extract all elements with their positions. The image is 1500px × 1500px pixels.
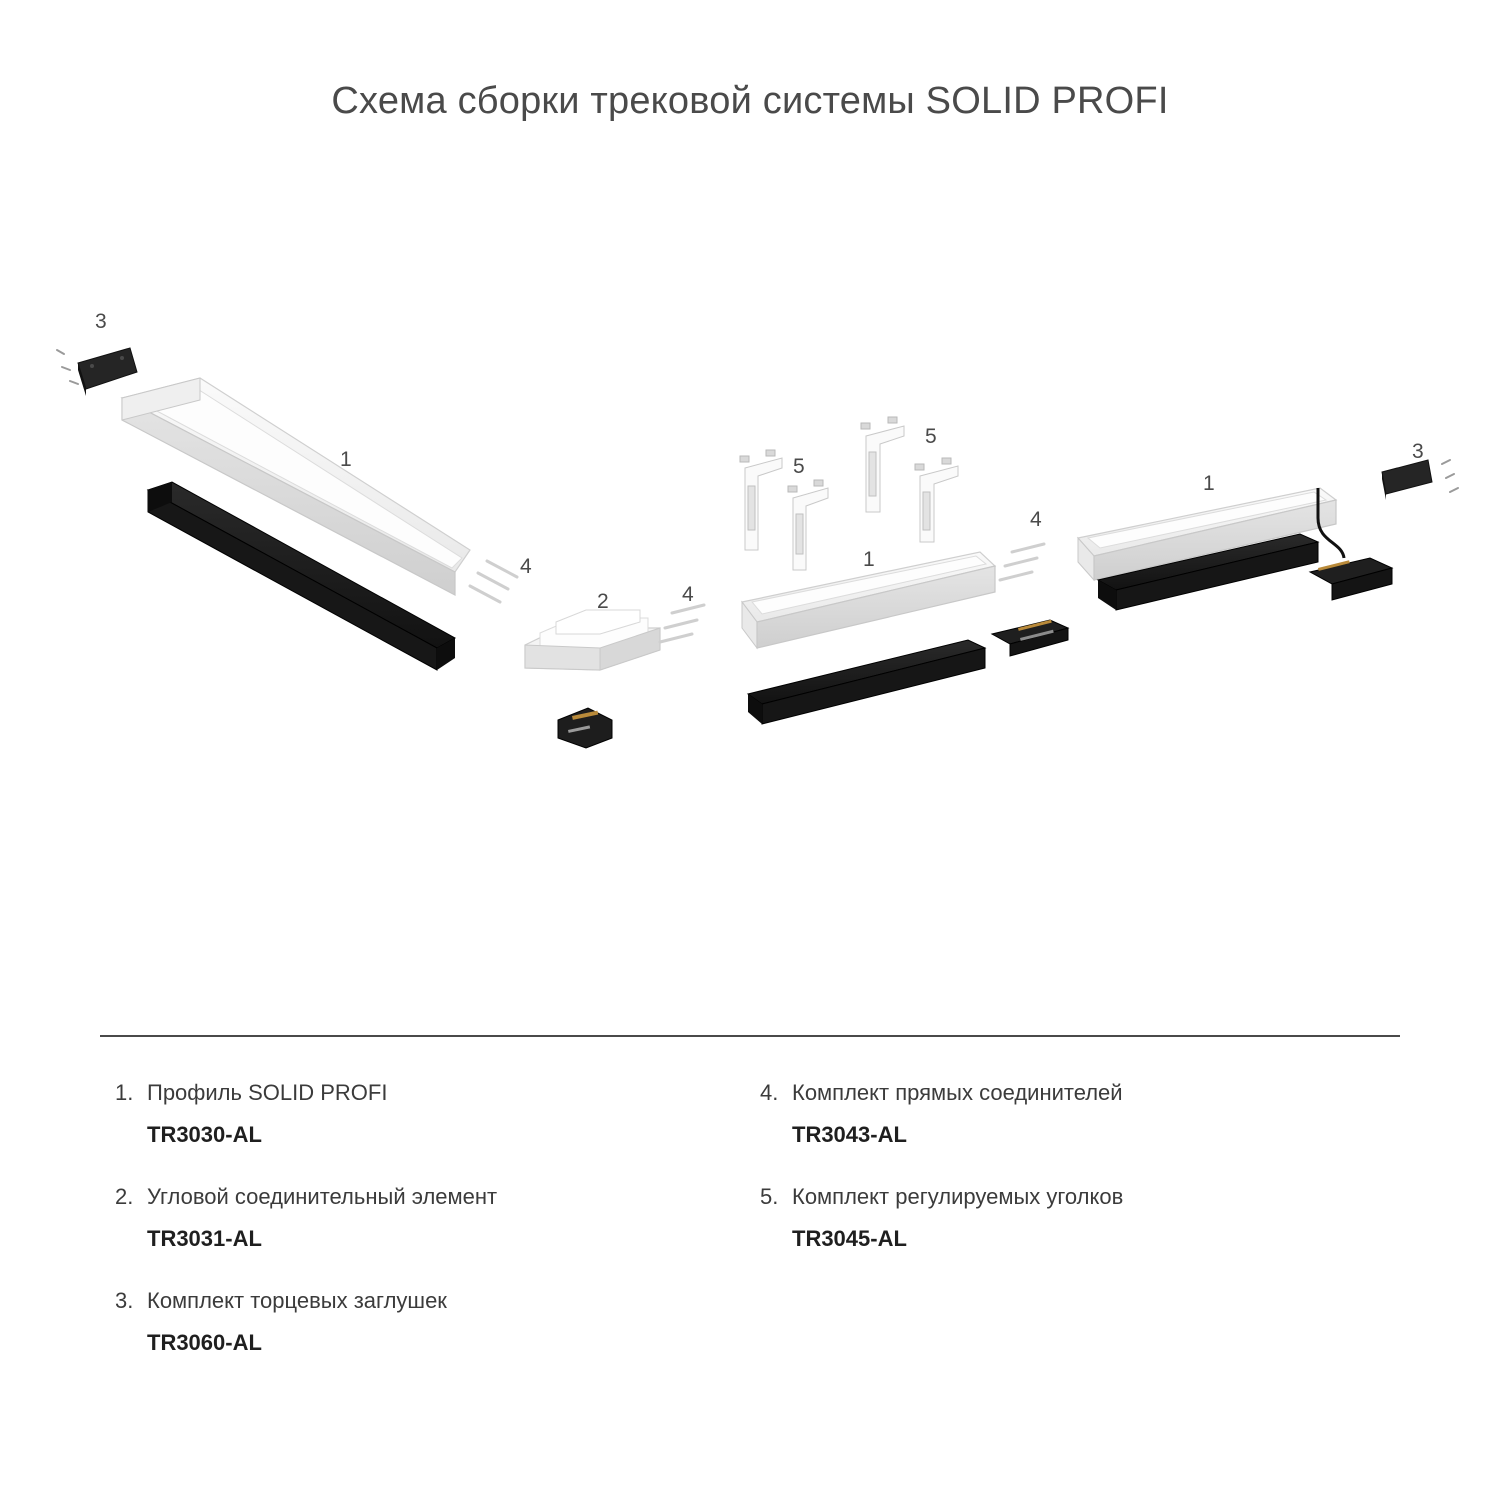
legend-item-5-name: Комплект регулируемых уголков bbox=[792, 1184, 1124, 1209]
callout-3-right: 3 bbox=[1412, 440, 1424, 463]
assembly-dash-left bbox=[470, 561, 517, 602]
legend-item-3-name: Комплект торцевых заглушек bbox=[147, 1288, 447, 1313]
legend-item-1-number: 1. bbox=[115, 1080, 134, 1105]
assembly-diagram bbox=[0, 250, 1500, 810]
adjustable-bracket-1 bbox=[740, 450, 782, 550]
adjustable-bracket-4 bbox=[915, 458, 958, 542]
end-cap-left bbox=[57, 348, 137, 396]
callout-2-corner: 2 bbox=[597, 590, 609, 613]
legend-item-4-number: 4. bbox=[760, 1080, 779, 1105]
legend-item-2 bbox=[115, 1184, 735, 1252]
profile-black-center bbox=[748, 640, 985, 724]
legend-item-1 bbox=[115, 1080, 735, 1148]
corner-connector bbox=[525, 610, 660, 670]
legend-item-2-code: TR3031-AL bbox=[147, 1226, 262, 1251]
legend-item-4 bbox=[760, 1080, 1380, 1148]
page-title: Схема сборки трековой системы SOLID PROFI bbox=[331, 80, 1169, 122]
legend-column-right bbox=[760, 1080, 1380, 1288]
callout-4-right: 4 bbox=[1030, 508, 1042, 531]
legend-divider bbox=[100, 1035, 1400, 1037]
legend-item-3-code: TR3060-AL bbox=[147, 1330, 262, 1355]
straight-connector bbox=[992, 620, 1068, 656]
callout-5-left: 5 bbox=[793, 455, 805, 478]
assembly-dash-mid bbox=[660, 605, 704, 642]
adjustable-bracket-2 bbox=[788, 480, 828, 570]
legend-item-5-number: 5. bbox=[760, 1184, 779, 1209]
end-cap-right bbox=[1382, 460, 1458, 500]
callout-5-right: 5 bbox=[925, 425, 937, 448]
corner-power-connector bbox=[558, 708, 612, 748]
legend-item-1-name: Профиль SOLID PROFI bbox=[147, 1080, 388, 1105]
legend-item-2-number: 2. bbox=[115, 1184, 134, 1209]
legend-item-3-number: 3. bbox=[115, 1288, 134, 1313]
callout-4-left: 4 bbox=[520, 555, 532, 578]
legend-item-4-name: Комплект прямых соединителей bbox=[792, 1080, 1123, 1105]
assembly-dash-right bbox=[1000, 544, 1044, 580]
legend-item-2-name: Угловой соединительный элемент bbox=[147, 1184, 498, 1209]
legend-item-3 bbox=[115, 1288, 735, 1356]
legend-item-4-code: TR3043-AL bbox=[792, 1122, 907, 1147]
callout-3-left: 3 bbox=[95, 310, 107, 333]
legend-column-left bbox=[115, 1080, 735, 1392]
legend-item-5-code: TR3045-AL bbox=[792, 1226, 907, 1251]
assembly-diagram-svg bbox=[0, 250, 1500, 810]
adjustable-bracket-3 bbox=[861, 417, 904, 512]
callout-1-right: 1 bbox=[1203, 472, 1215, 495]
legend-item-5 bbox=[760, 1184, 1380, 1252]
callout-4-mid: 4 bbox=[682, 583, 694, 606]
callout-1-left: 1 bbox=[340, 448, 352, 471]
callout-1-center: 1 bbox=[863, 548, 875, 571]
legend-item-1-code: TR3030-AL bbox=[147, 1122, 262, 1147]
